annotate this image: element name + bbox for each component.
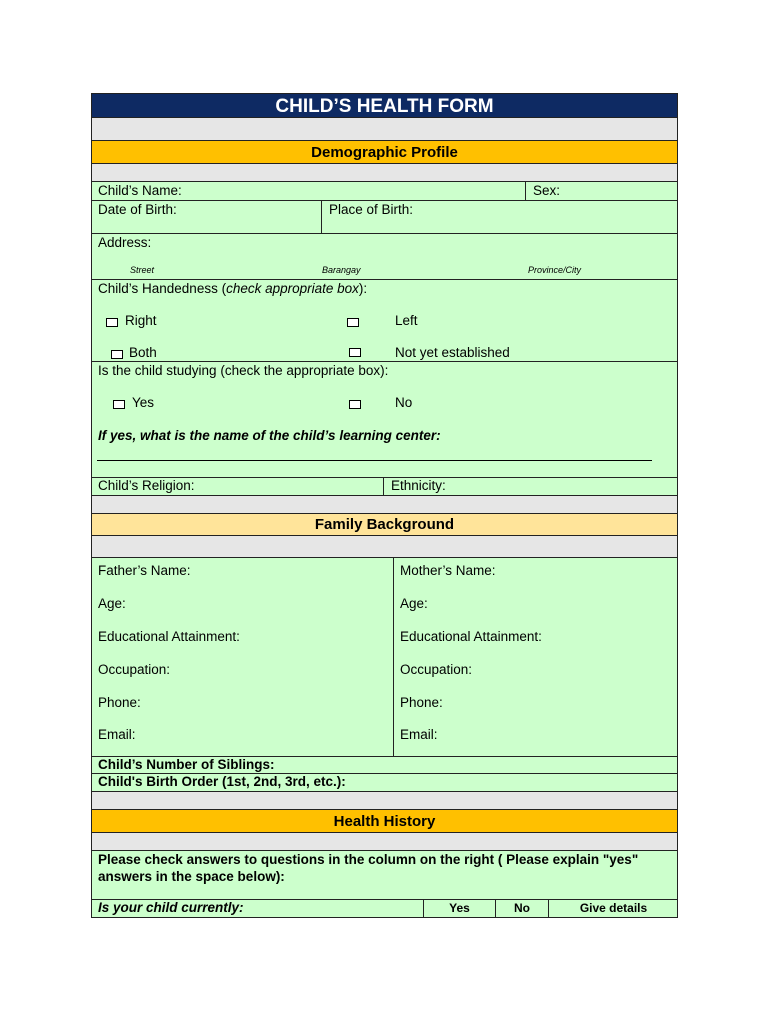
spacer-row <box>91 496 678 514</box>
learning-center-label: If yes, what is the name of the child’s learning center: <box>98 428 441 443</box>
religion-row <box>91 478 678 496</box>
childs-name-row <box>91 182 678 201</box>
address-label: Address: <box>98 235 152 250</box>
option-yes-label: Yes <box>132 395 155 410</box>
fathers-name-label: Father’s Name: <box>98 563 191 578</box>
father-education-label: Educational Attainment: <box>98 629 240 644</box>
option-both-label: Both <box>129 345 157 360</box>
spacer-row <box>91 164 678 182</box>
studying-row <box>91 362 678 478</box>
question-header-row <box>91 900 678 918</box>
place-of-birth-label: Place of Birth: <box>329 202 414 217</box>
childs-name-label: Child’s Name: <box>98 183 182 198</box>
spacer-row <box>91 118 678 141</box>
handedness-row <box>91 280 678 362</box>
birth-row <box>91 201 678 234</box>
father-email-label: Email: <box>98 727 136 742</box>
section-header-family: Family Background <box>91 514 678 536</box>
mothers-name-label: Mother’s Name: <box>400 563 496 578</box>
birth-order-label: Child's Birth Order (1st, 2nd, 3rd, etc.): <box>98 774 346 789</box>
checkbox-both[interactable] <box>111 350 123 359</box>
mother-education-label: Educational Attainment: <box>400 629 542 644</box>
learning-center-line[interactable] <box>97 460 652 461</box>
section-header-health: Health History <box>91 810 678 833</box>
spacer-row <box>91 792 678 810</box>
section-header-demographic: Demographic Profile <box>91 141 678 164</box>
divider <box>321 201 322 233</box>
siblings-row <box>91 757 678 774</box>
street-caption: Street <box>130 265 155 275</box>
checkbox-right[interactable] <box>106 318 118 327</box>
siblings-label: Child’s Number of Siblings: <box>98 757 275 772</box>
province-city-caption: Province/City <box>528 265 582 275</box>
option-right-label: Right <box>125 313 157 328</box>
divider <box>393 558 394 756</box>
col-yes-header: Yes <box>449 901 470 915</box>
parents-block <box>91 558 678 757</box>
childs-health-form <box>91 93 678 918</box>
divider <box>383 478 384 495</box>
option-not-yet-label: Not yet established <box>395 345 510 360</box>
option-left-label: Left <box>395 313 418 328</box>
mother-phone-label: Phone: <box>400 695 443 710</box>
spacer-row <box>91 833 678 851</box>
mother-age-label: Age: <box>400 596 428 611</box>
col-no-header: No <box>514 901 530 915</box>
barangay-caption: Barangay <box>322 265 361 275</box>
instructions-row <box>91 851 678 900</box>
instructions-line-2: answers in the space below): <box>98 869 285 884</box>
sex-label: Sex: <box>533 183 561 198</box>
studying-label: Is the child studying (check the appropriate box): <box>98 363 389 378</box>
father-phone-label: Phone: <box>98 695 141 710</box>
checkbox-yes[interactable] <box>113 400 125 409</box>
instructions-line-1: Please check answers to questions in the column on the right ( Please explain "yes" <box>98 852 639 867</box>
divider <box>525 182 526 200</box>
form-title: CHILD’S HEALTH FORM <box>91 93 678 118</box>
ethnicity-label: Ethnicity: <box>391 478 446 493</box>
question-label: Is your child currently: <box>98 900 244 915</box>
mother-occupation-label: Occupation: <box>400 662 473 677</box>
handedness-label: Child’s Handedness (check appropriate box): <box>98 281 368 296</box>
birth-order-row <box>91 774 678 792</box>
checkbox-no[interactable] <box>349 400 361 409</box>
father-occupation-label: Occupation: <box>98 662 171 677</box>
mother-email-label: Email: <box>400 727 438 742</box>
checkbox-not-yet-established[interactable] <box>349 348 361 357</box>
spacer-row <box>91 536 678 558</box>
date-of-birth-label: Date of Birth: <box>98 202 177 217</box>
checkbox-left[interactable] <box>347 318 359 327</box>
religion-label: Child’s Religion: <box>98 478 195 493</box>
father-age-label: Age: <box>98 596 126 611</box>
address-row <box>91 234 678 280</box>
col-details-header: Give details <box>579 901 648 915</box>
option-no-label: No <box>395 395 413 410</box>
